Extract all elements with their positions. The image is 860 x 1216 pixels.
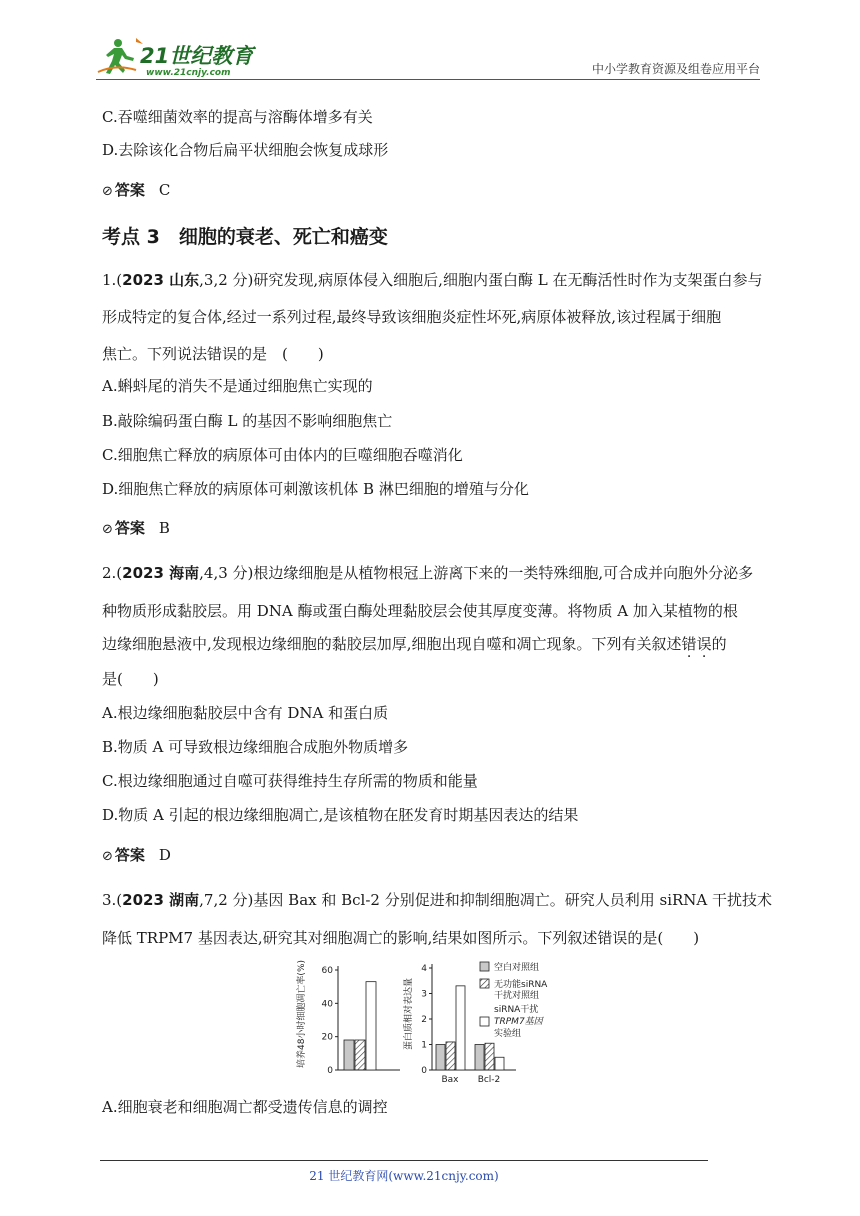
q3-line-1: 3.(2023 湖南,7,2 分)基因 Bax 和 Bcl-2 分别促进和抑制细胞凋亡。研究人员利用 siRNA 干扰技术 <box>102 891 773 909</box>
q3-figure <box>290 956 580 1090</box>
answer-value: B <box>158 519 170 537</box>
logo-runner-icon <box>96 36 256 78</box>
section-heading: 考点 3 细胞的衰老、死亡和癌变 <box>102 226 388 248</box>
emphasis-char: 误 <box>696 635 712 653</box>
chart2-category-label: Bax <box>441 1075 459 1085</box>
q1-source: 2023 山东 <box>122 271 200 289</box>
chart2-bar <box>495 1057 504 1070</box>
chart2-ylabel: 蛋白质相对表达量 <box>404 977 414 1051</box>
q2-option-a: A.根边缘细胞黏胶层中含有 DNA 和蛋白质 <box>102 704 389 722</box>
q2-option-c: C.根边缘细胞通过自噬可获得维持生存所需的物质和能量 <box>102 772 478 790</box>
chart2-tick-label: 4 <box>421 964 427 974</box>
chart1-tick-label: 40 <box>321 999 333 1010</box>
legend-swatch-nonfunctional <box>480 979 489 988</box>
legend-experiment-2: TRPM7基因 <box>494 1017 543 1027</box>
header-platform-text: 中小学教育资源及组卷应用平台 <box>591 62 760 76</box>
q2-line-3: 边缘细胞悬液中,发现根边缘细胞的黏胶层加厚,细胞出现自噬和凋亡现象。下列有关叙述错误的 <box>102 635 727 653</box>
q1-option-d: D.细胞焦亡释放的病原体可刺激该机体 B 淋巴细胞的增殖与分化 <box>102 480 529 498</box>
chart1-bar <box>355 1040 365 1070</box>
footer-link[interactable]: 21 世纪教育网(www.21cnjy.com) <box>309 1169 499 1183</box>
q1-option-a: A.蝌蚪尾的消失不是通过细胞焦亡实现的 <box>102 377 373 395</box>
answer-label: 答案 <box>114 181 145 199</box>
legend-swatch-blank <box>480 962 489 971</box>
q2-line-4: 是( ) <box>102 670 159 688</box>
legend-experiment-3: 实验组 <box>494 1029 522 1039</box>
q1-line-2: 形成特定的复合体,经过一系列过程,最终导致该细胞炎症性坏死,病原体被释放,该过程属于细胞 <box>102 308 722 326</box>
option-d-prev: D.去除该化合物后扁平状细胞会恢复成球形 <box>102 141 389 159</box>
q3-option-a: A.细胞衰老和细胞凋亡都受遗传信息的调控 <box>102 1098 388 1116</box>
q1-line-3: 焦亡。下列说法错误的是 ( ) <box>102 345 324 363</box>
option-c-prev: C.吞噬细菌效率的提高与溶酶体增多有关 <box>102 108 373 126</box>
q1-answer <box>102 518 170 540</box>
answer-check-icon: ⊘ <box>102 849 113 864</box>
q3-line-2: 降低 TRPM7 基因表达,研究其对细胞凋亡的影响,结果如图所示。下列叙述错误的是( ) <box>102 929 700 947</box>
answer-label: 答案 <box>114 846 145 864</box>
q2-line-2: 种物质形成黏胶层。用 DNA 酶或蛋白酶处理黏胶层会使其厚度变薄。将物质 A 加入某植物的根 <box>102 602 738 620</box>
chart2-bar <box>436 1045 445 1071</box>
legend-swatch-experiment <box>480 1017 489 1026</box>
q2-option-b: B.物质 A 可导致根边缘细胞合成胞外物质增多 <box>102 738 409 756</box>
logo-url: www.21cnjy.com <box>146 68 231 78</box>
legend-nonfunctional-2: 干扰对照组 <box>494 991 540 1001</box>
footer-divider <box>100 1160 708 1161</box>
q3-source: 2023 湖南 <box>122 891 200 909</box>
chart2-tick-label: 1 <box>421 1040 427 1051</box>
chart2-tick-label: 0 <box>421 1066 427 1076</box>
legend-experiment-1: siRNA干扰 <box>494 1005 539 1015</box>
chart2-bar <box>485 1043 494 1070</box>
chart2-category-label: Bcl-2 <box>477 1075 501 1085</box>
chart2-bar <box>475 1045 484 1071</box>
q2-answer <box>102 845 171 867</box>
q1-line-1: 1.(2023 山东,3,2 分)研究发现,病原体侵入细胞后,细胞内蛋白酶 L 在无酶活性时作为支架蛋白参与 <box>102 271 763 289</box>
q2-line-1: 2.(2023 海南,4,3 分)根边缘细胞是从植物根冠上游离下来的一类特殊细胞,可合成并向胞外分泌多 <box>102 564 754 582</box>
q2-source: 2023 海南 <box>122 564 200 582</box>
legend-blank: 空白对照组 <box>494 963 540 973</box>
chart1-tick-label: 20 <box>321 1032 333 1043</box>
chart2-bar <box>446 1042 455 1070</box>
answer-value: C <box>158 181 171 199</box>
answer-label: 答案 <box>114 519 145 537</box>
emphasis-char: 错 <box>681 635 697 653</box>
answer-check-icon: ⊘ <box>102 184 113 199</box>
chart2-tick-label: 2 <box>421 1015 427 1025</box>
chart1-tick-label: 60 <box>321 966 333 976</box>
header-divider <box>96 79 760 80</box>
answer-value: D <box>158 846 171 864</box>
chart2-bar <box>456 986 465 1070</box>
header-logo[interactable] <box>96 36 256 78</box>
chart2-tick-label: 3 <box>421 989 427 1000</box>
q1-option-b: B.敲除编码蛋白酶 L 的基因不影响细胞焦亡 <box>102 412 393 430</box>
chart-legend <box>480 961 548 1039</box>
q3-chart-svg <box>290 956 580 1086</box>
answer-check-icon: ⊘ <box>102 522 113 537</box>
chart1-bar <box>366 982 376 1070</box>
legend-nonfunctional-1: 无功能siRNA <box>494 980 548 990</box>
answer-prev <box>102 180 170 202</box>
chart1-bar <box>344 1040 354 1070</box>
logo-text: 21世纪教育 <box>140 44 254 68</box>
q1-option-c: C.细胞焦亡释放的病原体可由体内的巨噬细胞吞噬消化 <box>102 446 463 464</box>
chart1-tick-label: 0 <box>327 1066 333 1076</box>
q2-option-d: D.物质 A 引起的根边缘细胞凋亡,是该植物在胚发育时期基因表达的结果 <box>102 806 579 824</box>
chart1-ylabel: 培养48小时细胞凋亡率(%) <box>297 959 307 1069</box>
